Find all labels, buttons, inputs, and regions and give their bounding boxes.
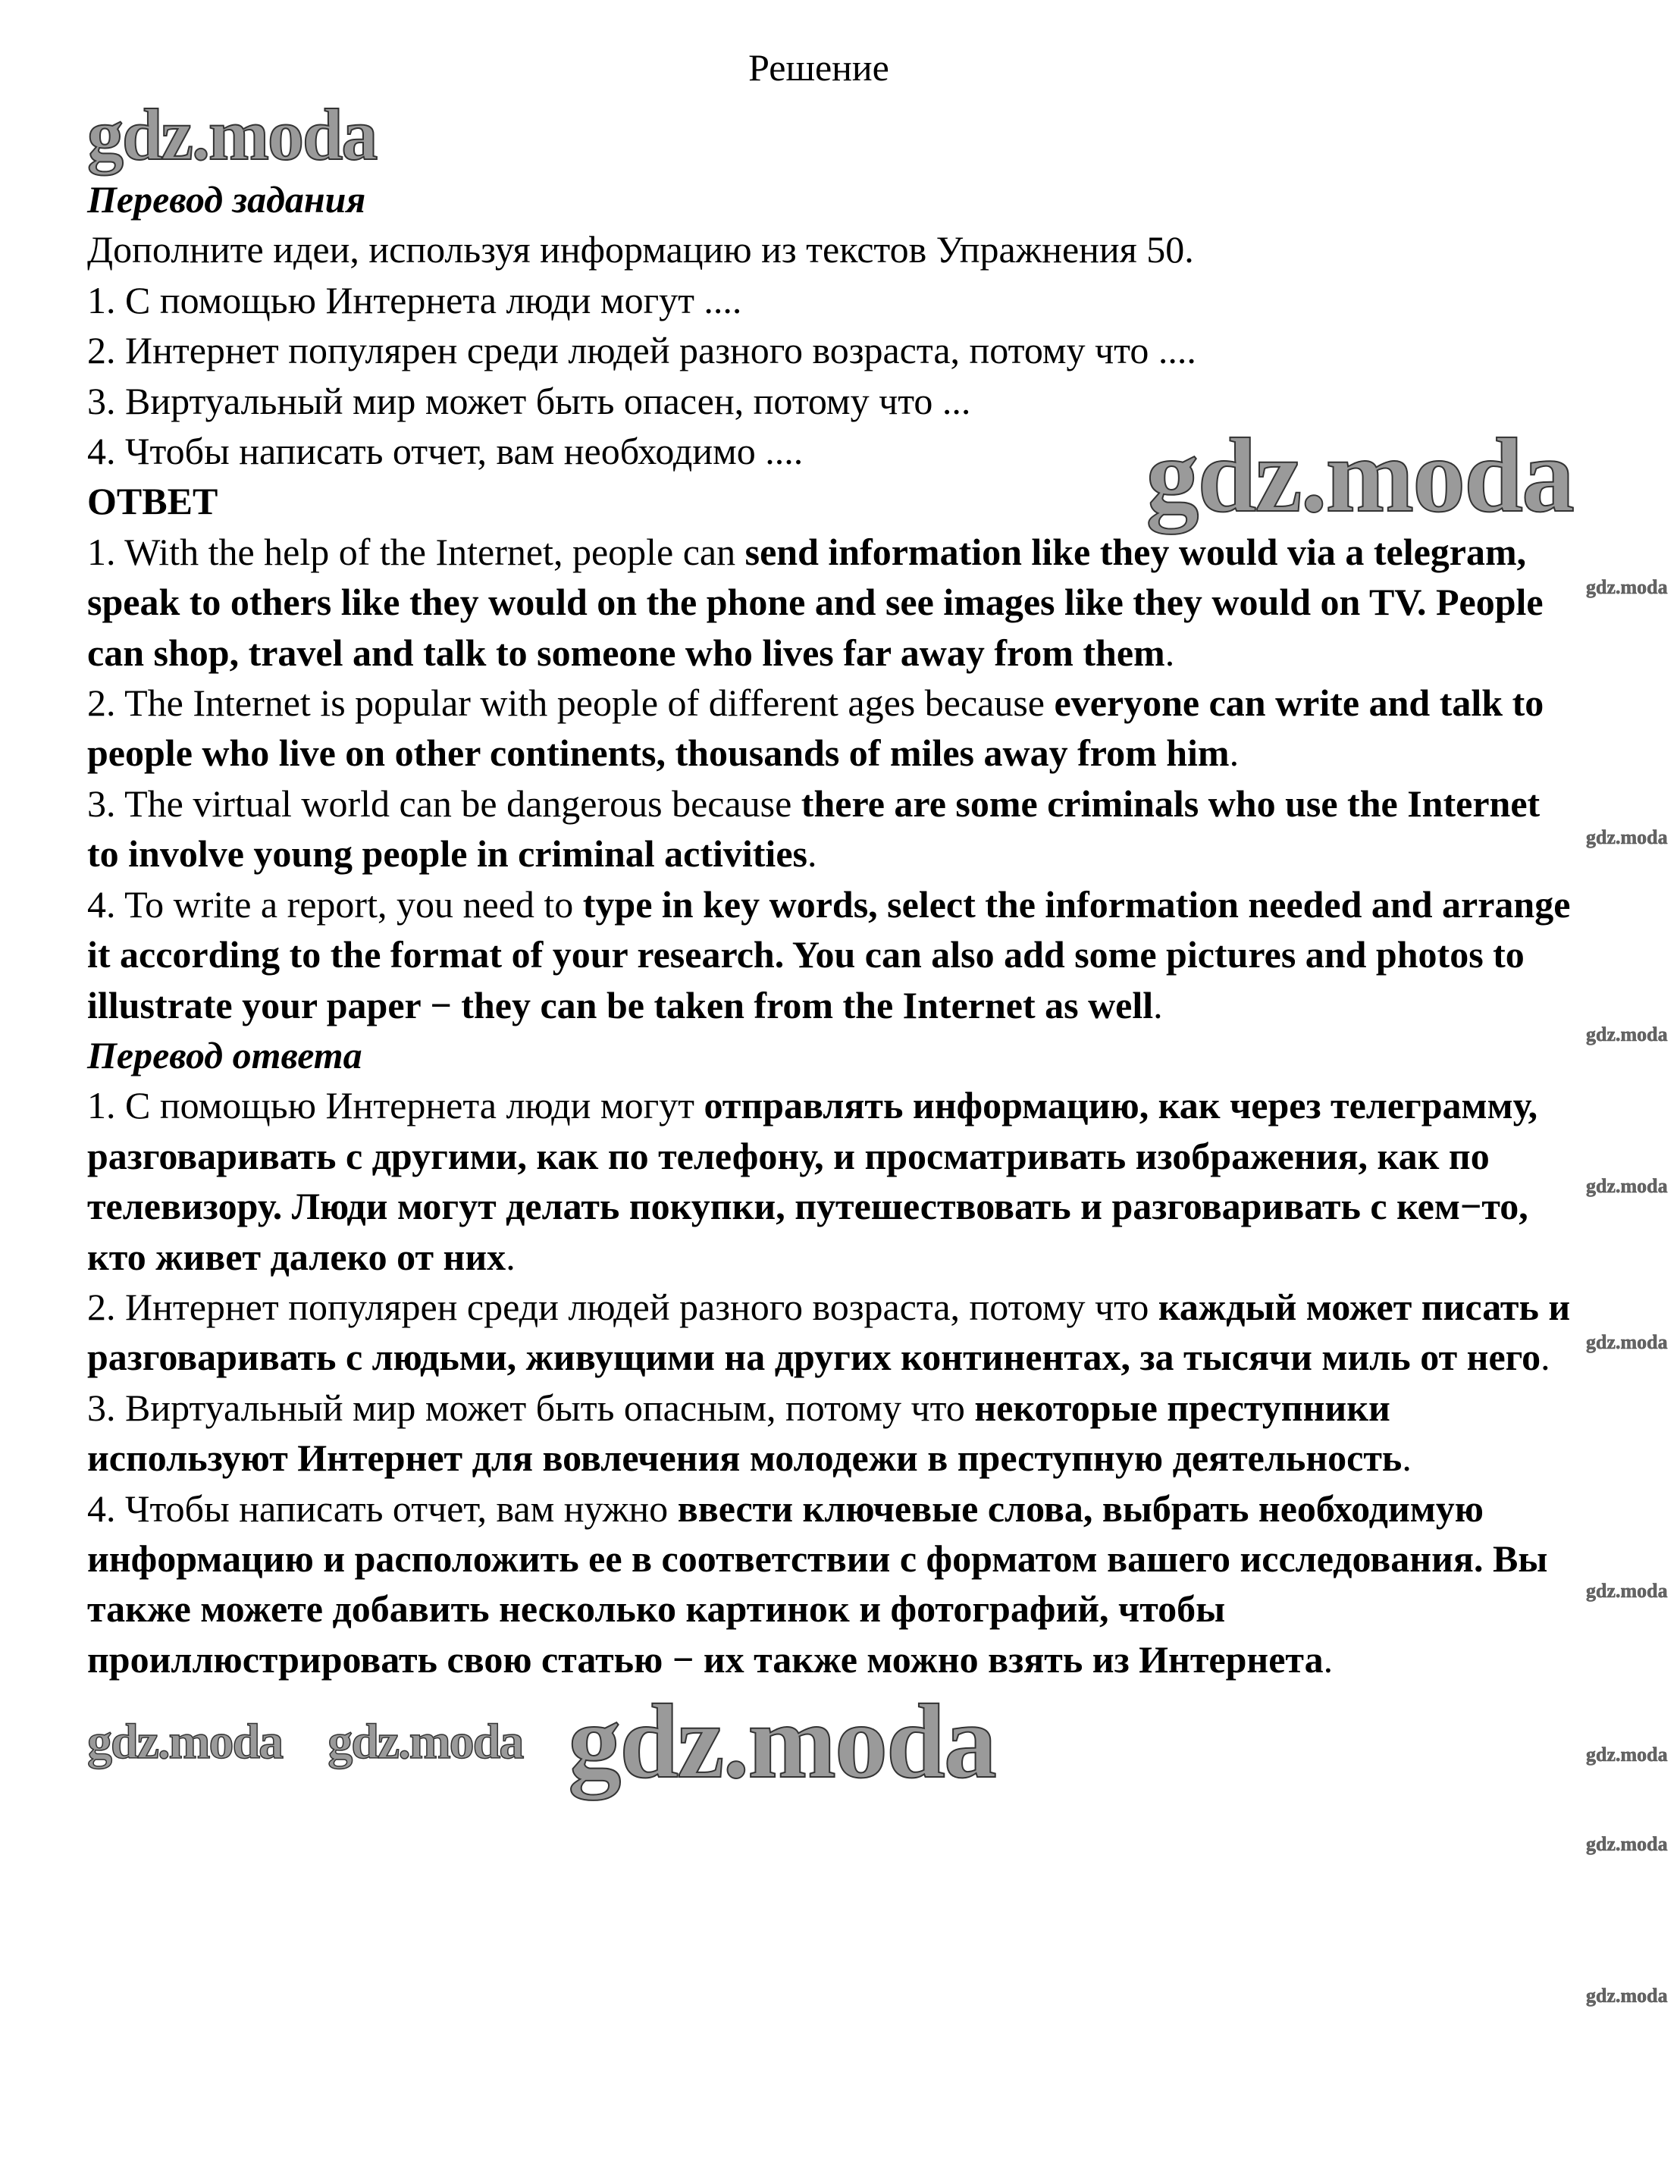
- task-item: 2. Интернет популярен среди людей разного возраста, потому что ....: [87, 329, 1196, 372]
- translation-text: некоторые преступники используют Интернет для вовлечения молодежи в преступную деятельность: [87, 1386, 1403, 1480]
- answer-prompt: 1. With the help of the Internet, people can: [87, 530, 745, 573]
- answer-end: .: [807, 832, 817, 876]
- translation-end: .: [1323, 1637, 1334, 1681]
- answer-text: there are some criminals who use the Internet to involve young people in criminal activities: [87, 782, 1541, 876]
- translation-end: .: [506, 1235, 516, 1278]
- translation-prompt: 4. Чтобы написать отчет, вам нужно: [87, 1487, 678, 1530]
- watermark-logo: gdz.moda: [1586, 576, 1668, 598]
- document-body: [87, 94, 1573, 1801]
- watermark-logo: gdz.moda: [1586, 1175, 1668, 1197]
- task-item: 3. Виртуальный мир может быть опасен, потому что ...: [87, 379, 971, 422]
- answer-item: [87, 779, 1573, 879]
- watermark-logo: gdz.moda: [1586, 1023, 1668, 1045]
- watermark-logo: gdz.moda: [1586, 1744, 1668, 1766]
- answer-heading: ОТВЕТ: [87, 480, 218, 523]
- watermark-logo: gdz.moda: [1586, 1985, 1668, 2007]
- translation-item: [87, 1282, 1573, 1383]
- watermark-logo: gdz.moda: [1586, 1580, 1668, 1602]
- page-title: Решение: [748, 46, 889, 89]
- translation-text: каждый может писать и разговаривать с людьми, живущими на других континентах, за тысячи миль от него: [87, 1285, 1571, 1379]
- watermark-logo: gdz.moda: [328, 1714, 523, 1770]
- translation-heading: Перевод ответа: [87, 1033, 362, 1076]
- watermark-row: [87, 1683, 1573, 1801]
- task-intro: Дополните идеи, используя информацию из текстов Упражнения 50.: [87, 228, 1194, 271]
- watermark-logo: gdz.moda: [1586, 826, 1668, 848]
- answer-text: everyone can write and talk to people who live on other continents, thousands of miles away from him: [87, 682, 1544, 775]
- task-item: 4. Чтобы написать отчет, вам необходимо ....: [87, 430, 804, 473]
- watermark-logo: gdz.moda: [1586, 1331, 1668, 1353]
- answer-prompt: 2. The Internet is popular with people of different ages because: [87, 682, 1055, 725]
- translation-text: отправлять информацию, как через телеграмму, разговаривать с другими, как по телефону, и просматривать изображения, как по телевизору. Люди могут делать покупки, путешествовать и разговаривать с кем−то, кто живет далеко от них: [87, 1084, 1538, 1278]
- answer-item: [87, 879, 1573, 1030]
- translation-item: [87, 1484, 1573, 1685]
- task-heading: Перевод задания: [87, 178, 366, 221]
- watermark-logo: gdz.moda: [87, 94, 377, 175]
- answer-prompt: 3. The virtual world can be dangerous because: [87, 782, 801, 825]
- translation-item: [87, 1383, 1573, 1484]
- watermark-logo: gdz.moda: [87, 1714, 283, 1770]
- answer-end: .: [1153, 983, 1163, 1026]
- watermark-logo: gdz.moda: [1586, 1833, 1668, 1855]
- answer-item: [87, 527, 1573, 678]
- translation-item: [87, 1080, 1573, 1282]
- translation-prompt: 2. Интернет популярен среди людей разного возраста, потому что: [87, 1285, 1158, 1328]
- answer-text: send information like they would via a telegram, speak to others like they would on the phone and see images like they would on TV. People can shop, travel and talk to someone who lives far away from them: [87, 530, 1544, 674]
- answer-end: .: [1229, 732, 1240, 775]
- translation-end: .: [1402, 1437, 1412, 1480]
- watermark-logo: gdz.moda: [568, 1683, 995, 1801]
- task-item: 1. С помощью Интернета люди могут ....: [87, 278, 742, 321]
- watermark-logo: gdz.moda: [1146, 417, 1573, 535]
- translation-end: .: [1541, 1336, 1550, 1379]
- answer-item: [87, 678, 1573, 779]
- answer-text: type in key words, select the information needed and arrange it according to the format of your research. You can also add some pictures and photos to illustrate your paper − they can be taken from the Internet as well: [87, 882, 1571, 1026]
- answer-prompt: 4. To write a report, you need to: [87, 882, 583, 926]
- translation-prompt: 3. Виртуальный мир может быть опасным, потому что: [87, 1386, 975, 1429]
- translation-text: ввести ключевые слова, выбрать необходимую информацию и расположить ее в соответствии с форматом вашего исследования. Вы также можете добавить несколько картинок и фотографий, чтобы проиллюстрировать свою статью − их также можно взять из Интернета: [87, 1487, 1548, 1681]
- answer-end: .: [1164, 631, 1175, 674]
- translation-prompt: 1. С помощью Интернета люди могут: [87, 1084, 704, 1127]
